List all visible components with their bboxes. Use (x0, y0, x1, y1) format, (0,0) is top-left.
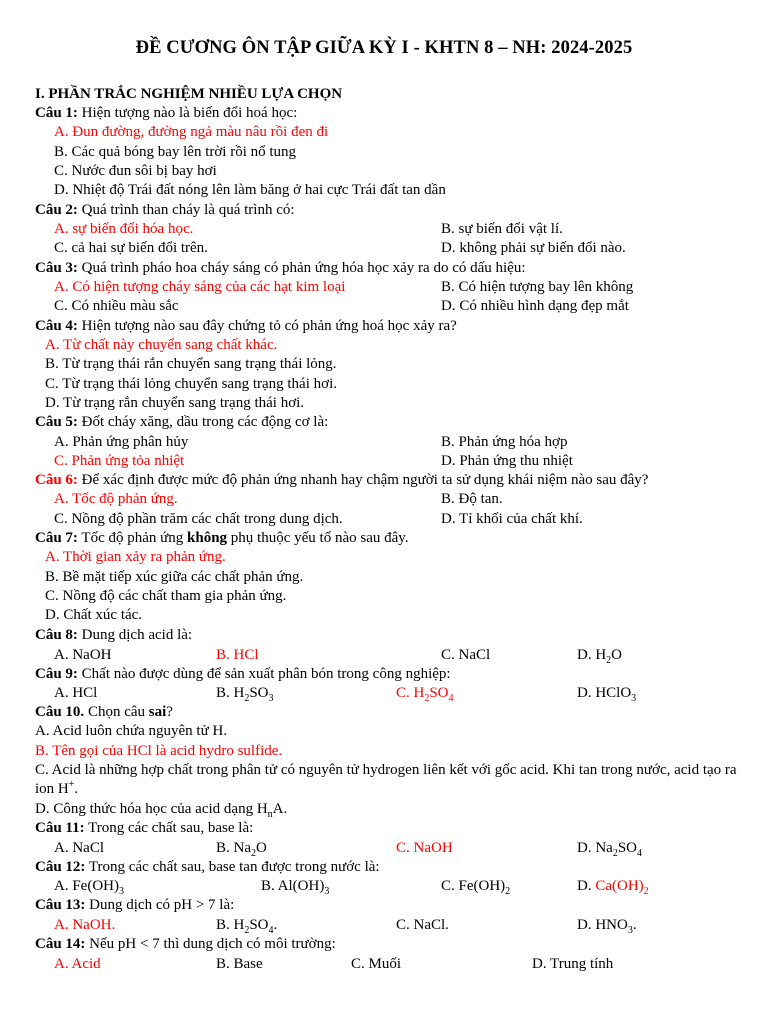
question-12 (35, 858, 380, 877)
section-heading: I. PHẦN TRẮC NGHIỆM NHIỀU LỰA CHỌN (35, 86, 343, 102)
question-number: Câu 4: (35, 318, 78, 334)
question-text: Hiện tượng nào là biến đổi hoá học: (77, 105, 298, 121)
question-6 (35, 471, 648, 490)
q5-option-b: B. Phản ứng hóa hợp (441, 434, 568, 450)
question-number: Câu 12: (35, 859, 86, 875)
question-8 (35, 626, 192, 645)
q10-option-b: B. Tên gọi của HCl là acid hydro sulfide. (35, 743, 283, 759)
question-number: Câu 2: (35, 202, 78, 218)
question-text: Trong các chất sau, base là: (84, 820, 254, 836)
q3-option-b: B. Có hiện tượng bay lên không (441, 279, 634, 295)
q2-option-b: B. sự biến đổi vật lí. (441, 221, 563, 237)
q5-option-a: A. Phản ứng phân hủy (54, 434, 189, 450)
question-text: Tốc độ phản ứng (77, 530, 188, 546)
q5-option-c: C. Phản ứng tỏa nhiệt (54, 453, 185, 469)
q12-option-d: D. $Ca(OH)_2$ (577, 878, 649, 897)
question-5 (35, 413, 328, 432)
question-number: Câu 13: (35, 897, 86, 913)
q9-option-c: C. $H_2SO_4$ (396, 685, 454, 704)
question-3 (35, 259, 526, 278)
question-text: Đốt cháy xăng, dầu trong các động cơ là: (77, 414, 329, 430)
question-9 (35, 665, 451, 684)
q8-option-c: C. NaCl (441, 647, 491, 663)
q11-option-c: C. NaOH (396, 840, 453, 856)
question-text: Hiện tượng nào sau đây chứng tỏ có phản ứng hoá học xảy ra? (77, 318, 457, 334)
question-emphasis: sai (148, 704, 167, 720)
q13-option-a: A. NaOH. (54, 917, 116, 933)
question-text: Dung dịch acid là: (77, 627, 193, 643)
q10-option-a: A. Acid luôn chứa nguyên tử H. (35, 723, 228, 739)
q11-option-b: B. $Na_2O$ (216, 840, 267, 859)
q4-option-b: B. Từ trạng thái rắn chuyển sang trạng thái lỏng. (45, 356, 337, 372)
q12-option-a: A. $Fe(OH)_3$ (54, 878, 124, 897)
question-text: Chọn câu (84, 704, 149, 720)
question-13 (35, 896, 234, 915)
q3-option-a: A. Có hiện tượng cháy sáng của các hạt kim loại (54, 279, 346, 295)
q13-option-c: C. NaCl. (396, 917, 449, 933)
q3-option-c: C. Có nhiều màu sắc (54, 298, 179, 314)
q12-option-b: B. $Al(OH)_3$ (261, 878, 330, 897)
q4-option-d: D. Từ trạng rắn chuyển sang trạng thái hơi. (45, 395, 305, 411)
q8-option-d: D. $H_2O$ (577, 647, 623, 666)
question-number: Câu 5: (35, 414, 78, 430)
q13-option-d: D. $HNO_3$. (577, 917, 637, 936)
question-7 (35, 529, 409, 548)
q13-option-b: B. $H_2SO_4$. (216, 917, 278, 936)
q1-option-c: C. Nước đun sôi bị bay hơi (54, 163, 217, 179)
question-text: Nếu pH < 7 thì dung dịch có môi trường: (85, 936, 336, 952)
question-number: Câu 8: (35, 627, 78, 643)
question-number: Câu 6: (35, 472, 78, 488)
q4-option-c: C. Từ trạng thái lỏng chuyển sang trạng thái hơi. (45, 376, 337, 392)
question-number: Câu 9: (35, 666, 78, 682)
q11-option-d: D. $Na_2SO_4$ (577, 840, 643, 859)
question-number: Câu 10. (35, 704, 85, 720)
q14-option-a: A. Acid (54, 956, 101, 972)
question-text: Trong các chất sau, base tan được trong nước là: (85, 859, 380, 875)
q7-option-a: A. Thời gian xảy ra phản ứng. (45, 549, 226, 565)
q8-option-b: B. HCl (216, 647, 259, 663)
page-title: ĐỀ CƯƠNG ÔN TẬP GIỮA KỲ I - KHTN 8 – NH: 2024-2025 (135, 38, 633, 58)
question-number: Câu 14: (35, 936, 86, 952)
q5-option-d: D. Phản ứng thu nhiệt (441, 453, 573, 469)
q2-option-a: A. sự biến đổi hóa học. (54, 221, 194, 237)
q1-option-a: A. Đun đường, đường ngả màu nâu rồi đen đi (54, 124, 329, 140)
q10-option-c: C. Acid là những hợp chất trong phân tử có nguyên tử hydrogen liên kết với gốc acid. Khi tan trong nước, acid tạo ra ion H+. (35, 762, 737, 797)
question-4 (35, 317, 457, 336)
question-11 (35, 819, 253, 838)
question-text: Để xác định được mức độ phản ứng nhanh hay chậm người ta sử dụng khái niệm nào sau đây? (77, 472, 649, 488)
q14-option-c: C. Muối (351, 956, 402, 972)
q11-option-a: A. NaCl (54, 840, 104, 856)
q9-option-b: B. $H_2SO_3$ (216, 685, 274, 704)
q4-option-a: A. Từ chất này chuyển sang chất khác. (45, 337, 278, 353)
q2-option-d: D. không phải sự biến đổi nào. (441, 240, 626, 256)
q14-option-d: D. Trung tính (532, 956, 614, 972)
q7-option-c: C. Nồng độ các chất tham gia phản ứng. (45, 588, 287, 604)
q7-option-d: D. Chất xúc tác. (45, 607, 143, 623)
question-text: Chất nào được dùng để sản xuất phân bón trong công nghiệp: (77, 666, 451, 682)
q14-option-b: B. Base (216, 956, 263, 972)
question-number: Câu 7: (35, 530, 78, 546)
question-text: Quá trình than cháy là quá trình có: (77, 202, 295, 218)
q2-option-c: C. cả hai sự biến đổi trên. (54, 240, 208, 256)
question-text: Quá trình pháo hoa cháy sáng có phản ứng hóa học xảy ra do có dấu hiệu: (77, 260, 526, 276)
question-text: phụ thuộc yếu tố nào sau đây. (227, 530, 409, 546)
question-emphasis: không (187, 530, 228, 546)
q6-option-b: B. Độ tan. (441, 491, 503, 507)
q1-option-b: B. Các quả bóng bay lên trời rồi nổ tung (54, 144, 297, 160)
q6-option-c: C. Nồng độ phần trăm các chất trong dung dịch. (54, 511, 343, 527)
question-number: Câu 3: (35, 260, 78, 276)
q9-option-a: A. HCl (54, 685, 98, 701)
question-number: Câu 11: (35, 820, 85, 836)
question-text: Dung dịch có pH > 7 là: (85, 897, 235, 913)
q6-option-d: D. Tỉ khối của chất khí. (441, 511, 583, 527)
question-10 (35, 703, 173, 722)
q1-option-d: D. Nhiệt độ Trái đất nóng lên làm băng ở hai cực Trái đất tan dần (54, 182, 446, 198)
question-number: Câu 1: (35, 105, 78, 121)
question-2 (35, 201, 295, 220)
q10-option-d: D. Công thức hóa học của acid dạng $H_nA$. (35, 801, 288, 820)
q9-option-d: D. HClO$_3$ (577, 685, 637, 704)
q8-option-a: A. NaOH (54, 647, 112, 663)
q12-option-c: C. $Fe(OH)_2$ (441, 878, 511, 897)
question-14 (35, 935, 336, 954)
question-text: ? (166, 704, 173, 720)
q6-option-a: A. Tốc độ phản ứng. (54, 491, 178, 507)
question-1 (35, 104, 297, 123)
q7-option-b: B. Bề mặt tiếp xúc giữa các chất phản ứng. (45, 569, 304, 585)
q3-option-d: D. Có nhiều hình dạng đẹp mắt (441, 298, 629, 314)
